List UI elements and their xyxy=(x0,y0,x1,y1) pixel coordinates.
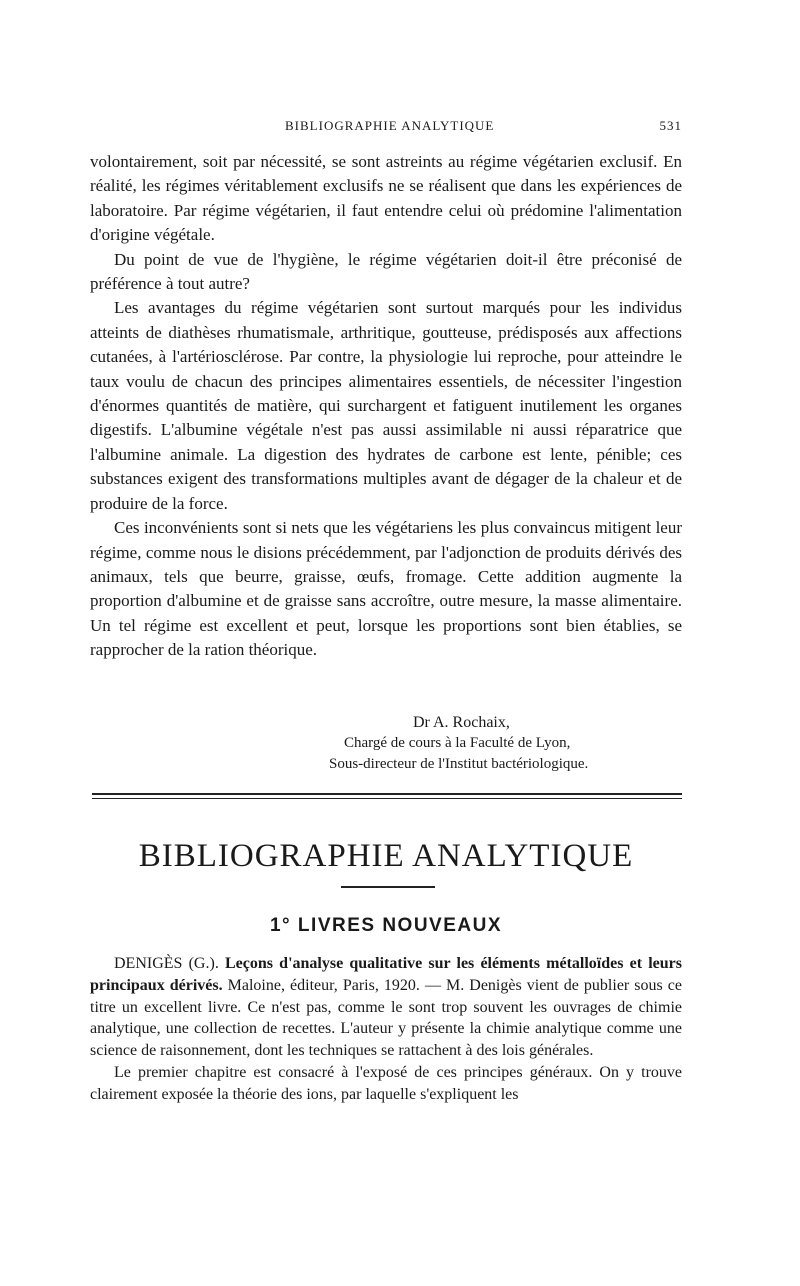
title-underline xyxy=(341,886,435,888)
continued-article-text xyxy=(90,150,682,663)
bibliography-entry xyxy=(90,953,682,1106)
entry-paragraph xyxy=(90,953,682,1062)
author-affiliation: Sous-directeur de l'Institut bactériologique. xyxy=(329,756,589,772)
paragraph: Les avantages du régime végétarien sont surtout marqués pour les individus atteints de diathèses rhumatismale, arthritique, goutteuse, prédisposés aux affections cutanées, à l'artériosclérose. Par contre, la physiologie lui reproche, pour atteindre le taux voulu de chacun des principes alimentaires essentiels, de nécessiter l'ingestion d'énormes quantités de matière, qui surchargent et fatiguent inutilement les organes digestifs. L'albumine végétale n'est pas aussi assimilable ni aussi réparatrice que l'albumine animale. La digestion des hydrates de carbone est lente, pénible; ces substances exigent des transformations multiples avant de dégager de la chaleur et de produire de la force. xyxy=(90,298,682,513)
entry-book-title: Leçons d'analyse qualitative sur les éléments métalloïdes et leurs principaux dérivés. xyxy=(90,955,683,994)
paragraph: volontairement, soit par nécessité, se sont astreints au régime végétarien exclusif. En réalité, les régimes véritablement exclusifs ne se réalisent que dans les expériences de laboratoire. Par régime végétarien, il faut entendre celui où prédomine l'alimentation d'origine végétale. xyxy=(90,152,682,245)
running-head-title: BIBLIOGRAPHIE ANALYTIQUE xyxy=(285,118,495,133)
entry-publisher: Maloine, éditeur, Paris, 1920. xyxy=(227,976,420,994)
subsection-heading: 1° LIVRES NOUVEAUX xyxy=(269,915,503,936)
author-name: Dr A. Rochaix, xyxy=(413,714,510,731)
page-number: 531 xyxy=(659,118,682,133)
paragraph: Ces inconvénients sont si nets que les végétariens les plus convaincus mitigent leur régime, comme nous le disions précédemment, par l'adjonction de produits dérivés des animaux, tels que beurre, graisse, œufs, fromage. Cette addition augmente la proportion d'albumine et de graisse sans accroître, outre mesure, la masse alimentaire. Un tel régime est excellent et peut, lorsque les proportions sont bien établies, se rapprocher de la ration théorique. xyxy=(90,518,682,660)
paragraph: Du point de vue de l'hygiène, le régime végétarien doit-il être préconisé de préférence à tout autre? xyxy=(90,249,682,294)
section-title: BIBLIOGRAPHIE ANALYTIQUE xyxy=(138,838,634,874)
section-divider xyxy=(92,793,682,799)
entry-paragraph: Le premier chapitre est consacré à l'exposé de ces principes généraux. On y trouve clairement exposée la théorie des ions, par laquelle s'expliquent les xyxy=(90,1063,682,1103)
entry-review: — M. Denigès vient de publier sous ce titre un excellent livre. Ce n'est pas, comme le sont trop souvent les ouvrages de chimie analytique, une collection de recettes. L'auteur y présente la chimie analytique comme une science de raisonnement, dont les techniques se rattachent à des lois générales. xyxy=(90,976,682,1060)
entry-author: DENIGÈS (G.). xyxy=(114,955,219,972)
author-affiliation: Chargé de cours à la Faculté de Lyon, xyxy=(344,735,571,751)
